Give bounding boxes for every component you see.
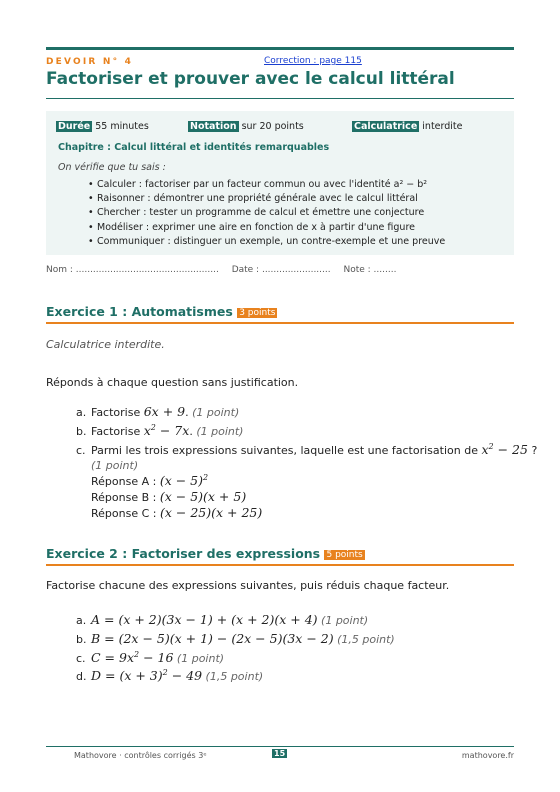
devoir-label: DEVOIR N° 4: [46, 57, 134, 67]
title-rule: [46, 98, 514, 99]
question-1b: b. Factorise $x^2 - 7x$. (1 point): [76, 423, 244, 439]
exercise-1-rule: [46, 322, 514, 324]
question-2c: c. $C = 9x^2 - 16$ (1 point): [76, 650, 225, 666]
exercise-2-points: 5 points: [326, 550, 363, 560]
note-field[interactable]: Note : ........: [343, 265, 397, 275]
skill-item: • Modéliser : exprimer une aire en fonction de x à partir d'une figure: [88, 221, 415, 233]
calculatrice-tag: Calculatrice: [354, 121, 418, 132]
info-box: [46, 111, 514, 255]
exercise-1-note: Calculatrice interdite.: [46, 338, 165, 351]
exercise-1-title: Exercice 1 : Automatismes 3 points: [46, 304, 276, 319]
skills-list: [88, 178, 445, 249]
question-1c: c. Parmi les trois expressions suivantes, laquelle est une factorisation de $x^2 - 25$ ?: [76, 442, 538, 458]
correction-link[interactable]: Correction : page 115: [264, 56, 362, 66]
question-1a: a. Factorise 6x + 9. (1 point): [76, 404, 240, 419]
skill-item: • Chercher : tester un programme de calcul et émettre une conjecture: [88, 207, 425, 219]
question-2b: b. B = (2x − 5)(x + 1) − (2x − 5)(3x − 2) (1,5 point): [76, 631, 395, 646]
page: [46, 0, 538, 792]
exercise-2-instruction: Factorise chacune des expressions suivantes, puis réduis chaque facteur.: [46, 579, 450, 592]
page-title: Factoriser et prouver avec le calcul littéral: [46, 69, 455, 89]
notation-value: sur 20 points: [241, 121, 304, 132]
skill-item: • Raisonner : démontrer une propriété générale avec le calcul littéral: [88, 193, 418, 205]
answer-c: Réponse C : (x − 25)(x + 25): [91, 505, 263, 520]
question-1c-points: (1 point): [91, 459, 139, 472]
footer-left: Mathovore · contrôles corrigés 3ᵉ: [74, 751, 207, 760]
notation-tag: Notation: [190, 121, 237, 132]
on-verifie: On vérifie que tu sais :: [58, 162, 166, 173]
answer-b: Réponse B : (x − 5)(x + 5): [91, 489, 247, 504]
page-number: 15: [274, 749, 286, 758]
duree: [56, 121, 149, 132]
calculatrice-value: interdite: [422, 121, 463, 132]
exercise-1-points: 3 points: [239, 308, 276, 318]
footer-right: mathovore.fr: [461, 751, 514, 760]
nom-field[interactable]: Nom : ..................................................: [46, 265, 219, 275]
exercise-2-title: Exercice 2 : Factoriser des expressions 5 points: [46, 546, 363, 561]
exercise-1-instruction: Réponds à chaque question sans justification.: [46, 376, 299, 389]
skill-item: • Calculer : factoriser par un facteur commun ou avec l'identité a² − b²: [88, 179, 428, 190]
skill-item: • Communiquer : distinguer un exemple, un contre-exemple et une preuve: [88, 235, 446, 247]
duree-value: 55 minutes: [95, 121, 149, 132]
question-2d: d. $D = (x + 3)^2 - 49$ (1,5 point): [76, 668, 264, 684]
duree-tag: Durée: [58, 121, 91, 132]
calculatrice: [352, 121, 463, 132]
student-fill-line: [46, 265, 406, 275]
top-rule: [46, 47, 514, 50]
answer-a: Réponse A : $(x - 5)^2$: [91, 473, 209, 489]
notation: [188, 121, 304, 132]
exercise-2-rule: [46, 564, 514, 566]
question-2a: a. A = (x + 2)(3x − 1) + (x + 2)(x + 4) (1 point): [76, 612, 369, 627]
footer-rule: [46, 746, 514, 747]
date-field[interactable]: Date : ........................: [231, 265, 331, 275]
chapitre: Chapitre : Calcul littéral et identités remarquables: [58, 142, 330, 153]
